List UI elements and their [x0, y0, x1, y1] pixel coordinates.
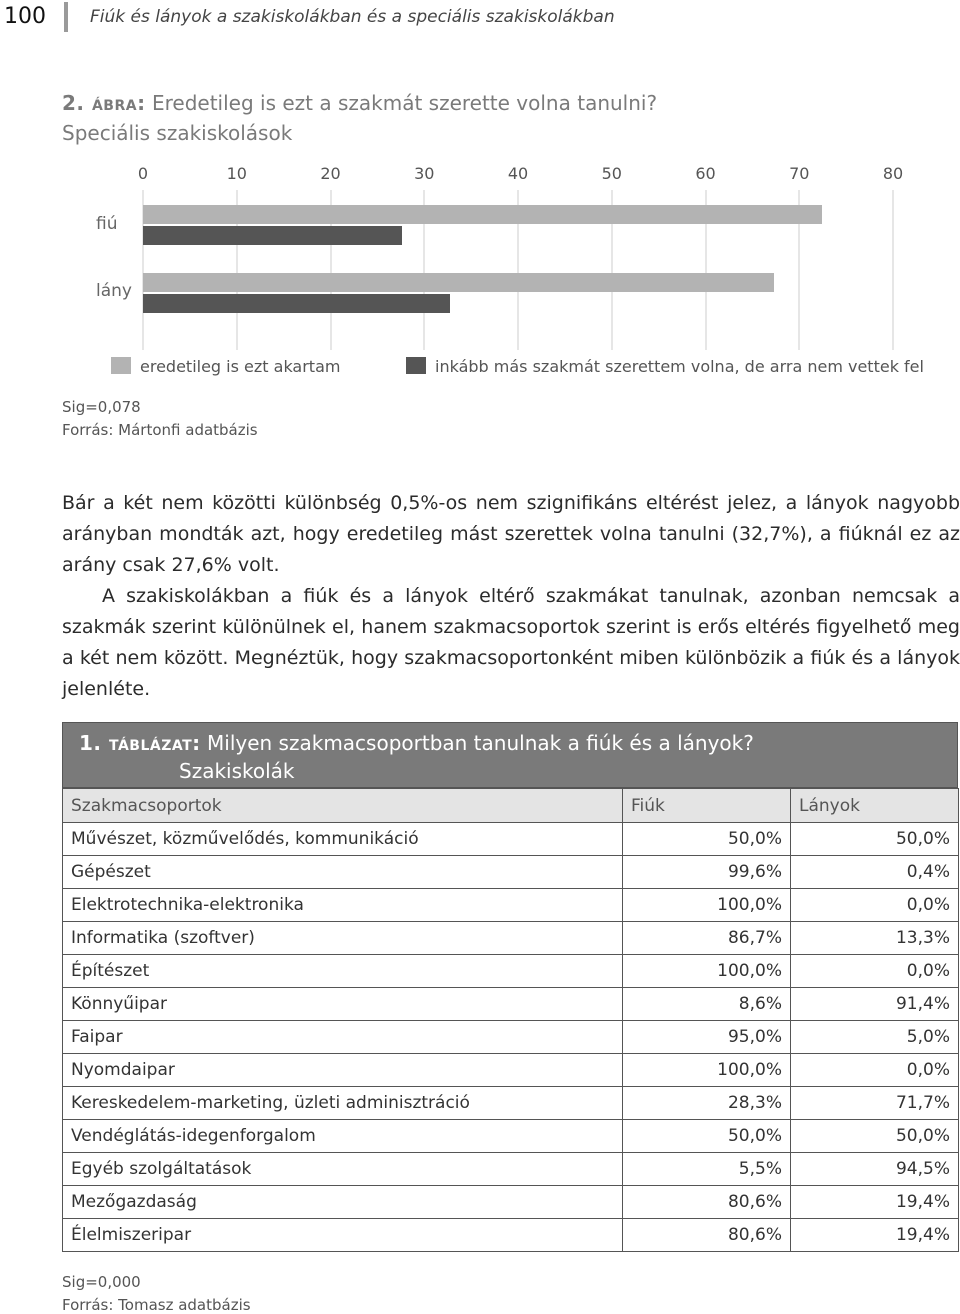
row-category: Vendéglátás-idegenforgalom	[63, 1120, 623, 1153]
category-label: fiú	[96, 214, 118, 234]
table-row	[63, 823, 959, 856]
figure-sig: Sig=0,078	[62, 398, 141, 416]
data-table-block	[62, 722, 958, 1252]
row-category: Művészet, közművelődés, kommunikáció	[63, 823, 623, 856]
row-category: Elektrotechnika-elektronika	[63, 889, 623, 922]
row-value-fiuk: 86,7%	[623, 922, 791, 955]
row-value-fiuk: 5,5%	[623, 1153, 791, 1186]
row-value-lanyok: 0,0%	[791, 1054, 959, 1087]
bar-inkabb-mas-lany	[143, 294, 450, 313]
legend-swatch-light	[111, 357, 131, 374]
row-value-lanyok: 19,4%	[791, 1219, 959, 1252]
row-category: Nyomdaipar	[63, 1054, 623, 1087]
figure-title-line1: Eredetileg is ezt a szakmát szerette volna tanulni?	[151, 91, 658, 115]
table-header-cell: Lányok	[791, 789, 959, 823]
row-value-lanyok: 91,4%	[791, 988, 959, 1021]
table-caption	[62, 722, 958, 788]
row-value-fiuk: 100,0%	[623, 1054, 791, 1087]
row-value-fiuk: 99,6%	[623, 856, 791, 889]
table-row	[63, 1021, 959, 1054]
row-value-lanyok: 71,7%	[791, 1087, 959, 1120]
row-category: Faipar	[63, 1021, 623, 1054]
table-row	[63, 889, 959, 922]
row-value-lanyok: 19,4%	[791, 1186, 959, 1219]
row-category: Kereskedelem-marketing, üzleti adminisztráció	[63, 1087, 623, 1120]
row-category: Élelmiszeripar	[63, 1219, 623, 1252]
table-row	[63, 1120, 959, 1153]
running-title: Fiúk és lányok a szakiskolákban és a speciális szakiskolákban	[90, 7, 615, 27]
page-number: 100	[4, 4, 46, 29]
table-header-row	[63, 789, 959, 823]
row-category: Egyéb szolgáltatások	[63, 1153, 623, 1186]
row-value-fiuk: 100,0%	[623, 889, 791, 922]
row-value-fiuk: 8,6%	[623, 988, 791, 1021]
x-tick-label: 10	[226, 164, 247, 183]
table-source: Forrás: Tomasz adatbázis	[62, 1296, 251, 1314]
row-value-fiuk: 100,0%	[623, 955, 791, 988]
row-value-lanyok: 50,0%	[791, 823, 959, 856]
legend-label-dark: inkább más szakmát szerettem volna, de arra nem vettek fel	[435, 357, 924, 376]
figure-label: 2. ábra:	[62, 91, 146, 115]
x-tick-label: 50	[601, 164, 622, 183]
row-value-fiuk: 28,3%	[623, 1087, 791, 1120]
row-value-fiuk: 80,6%	[623, 1186, 791, 1219]
legend-swatch-dark	[406, 357, 426, 374]
figure-source: Forrás: Mártonfi adatbázis	[62, 421, 258, 439]
row-category: Gépészet	[63, 856, 623, 889]
row-value-lanyok: 50,0%	[791, 1120, 959, 1153]
table-row	[63, 1054, 959, 1087]
paragraph-2: A szakiskolákban a fiúk és a lányok eltérő szakmákat tanulnak, azonban nemcsak a szakmák szerint különülnek el, hanem szakmacsoportok szerint is erős eltérés figyelhető meg a két nem között. Megnéztük, hogy szakmacsoportonként miben különbözik a fiúk és a lányok jelenléte.	[62, 585, 960, 700]
row-value-fiuk: 50,0%	[623, 1120, 791, 1153]
category-label: lány	[96, 281, 132, 301]
bar-inkabb-mas-fiu	[143, 226, 402, 245]
bar-eredetileg-lany	[143, 273, 774, 292]
table-row	[63, 1186, 959, 1219]
table-row	[63, 988, 959, 1021]
row-value-lanyok: 0,0%	[791, 955, 959, 988]
x-tick-label: 30	[414, 164, 435, 183]
table-title-line1: Milyen szakmacsoportban tanulnak a fiúk és a lányok?	[207, 731, 754, 755]
row-value-lanyok: 5,0%	[791, 1021, 959, 1054]
row-value-lanyok: 0,0%	[791, 889, 959, 922]
table-title-line2: Szakiskolák	[179, 759, 295, 783]
table-row	[63, 1153, 959, 1186]
table-label: 1. táblázat:	[79, 731, 201, 755]
row-category: Informatika (szoftver)	[63, 922, 623, 955]
x-tick-label: 60	[695, 164, 716, 183]
row-category: Mezőgazdaság	[63, 1186, 623, 1219]
row-value-lanyok: 0,4%	[791, 856, 959, 889]
x-tick-label: 0	[137, 164, 149, 183]
grid-line	[892, 190, 894, 350]
row-category: Könnyűipar	[63, 988, 623, 1021]
row-value-fiuk: 80,6%	[623, 1219, 791, 1252]
table-header-cell: Fiúk	[623, 789, 791, 823]
table-row	[63, 1087, 959, 1120]
data-table	[62, 788, 959, 1252]
figure-title-line2: Speciális szakiskolások	[62, 121, 293, 145]
table-header-cell: Szakmacsoportok	[63, 789, 623, 823]
row-category: Építészet	[63, 955, 623, 988]
legend-label-light: eredetileg is ezt akartam	[140, 357, 341, 376]
body-text	[62, 488, 960, 705]
x-tick-label: 40	[507, 164, 529, 183]
row-value-lanyok: 94,5%	[791, 1153, 959, 1186]
row-value-fiuk: 50,0%	[623, 823, 791, 856]
table-sig: Sig=0,000	[62, 1273, 141, 1291]
table-row	[63, 955, 959, 988]
table-row	[63, 856, 959, 889]
table-row	[63, 1219, 959, 1252]
figure-title	[62, 88, 657, 148]
row-value-fiuk: 95,0%	[623, 1021, 791, 1054]
x-tick-label: 20	[320, 164, 341, 183]
header-divider	[64, 2, 68, 32]
x-tick-label: 70	[789, 164, 810, 183]
x-tick-label: 80	[882, 164, 904, 183]
table-row	[63, 922, 959, 955]
row-value-lanyok: 13,3%	[791, 922, 959, 955]
paragraph-1: Bár a két nem közötti különbség 0,5%-os nem szignifikáns eltérést jelez, a lányok nagyobb arányban mondták azt, hogy eredetileg mást szerettek volna tanulni (32,7%), a fiúknál ez az arány csak 27,6% volt.	[62, 492, 960, 576]
bar-eredetileg-fiu	[143, 205, 822, 224]
